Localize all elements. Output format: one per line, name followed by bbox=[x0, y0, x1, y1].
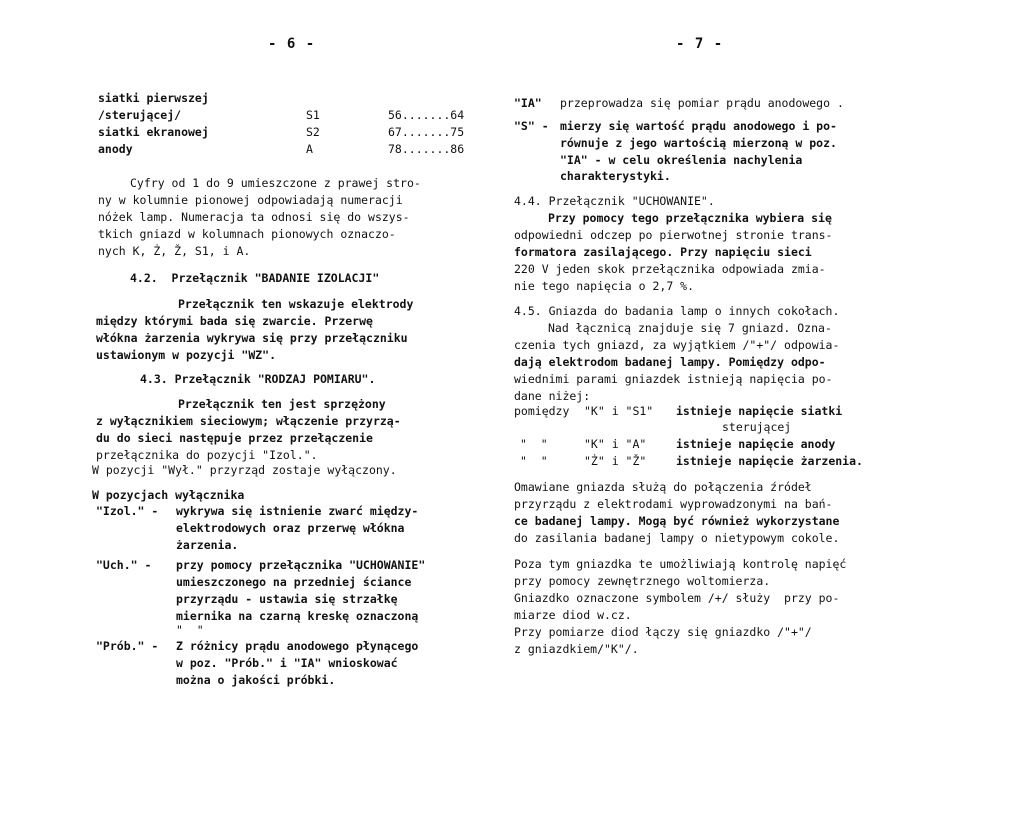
table-row-label: siatki pierwszej bbox=[98, 91, 209, 105]
text-line: Przełącznik ten wskazuje elektrody bbox=[178, 297, 414, 311]
text-line: dają elektrodom badanej lampy. Pomiędzy odpo- bbox=[514, 355, 826, 369]
text-line: wiednimi parami gniazdek istnieją napięcia po- bbox=[514, 372, 833, 386]
section-heading: 4.2. Przełącznik "BADANIE IZOLACJI" bbox=[130, 271, 380, 285]
text-line: Nad łącznicą znajduje się 7 gniazd. Ozna- bbox=[548, 321, 832, 335]
text-line: tkich gniazd w kolumnach pionowych oznaczo- bbox=[98, 227, 396, 241]
text-line: Przełącznik ten jest sprzężony bbox=[178, 397, 386, 411]
text-line: przyrządu z elektrodami wyprowadzonymi na bań- bbox=[514, 497, 833, 511]
section-heading: 4.3. Przełącznik "RODZAJ POMIARU". bbox=[140, 372, 376, 386]
pair-prefix: " " bbox=[520, 454, 548, 468]
text-line: czenia tych gniazd, za wyjątkiem /"+"/ odpowia- bbox=[514, 338, 840, 352]
section-heading: 4.5. Gniazda do badania lamp o innych cokołach. bbox=[514, 304, 840, 318]
position-label: "Prób." - bbox=[96, 639, 159, 653]
text-line: miernika na czarną kreskę oznaczoną bbox=[176, 609, 419, 623]
text-line: włókna żarzenia wykrywa się przy przełączniku bbox=[96, 331, 408, 345]
text-line: odpowiedni odczep po pierwotnej stronie trans- bbox=[514, 228, 833, 242]
text-line: ustawionym w pozycji "WZ". bbox=[96, 348, 277, 362]
table-row-label: anody bbox=[98, 142, 133, 156]
text-line: W pozycji "Wył." przyrząd zostaje wyłączony. bbox=[92, 463, 397, 477]
text-line: istnieje napięcie siatki bbox=[676, 404, 843, 418]
text-line: do zasilania badanej lampy o nietypowym cokole. bbox=[514, 531, 840, 545]
text-line: z gniazdkiem/"K"/. bbox=[514, 642, 639, 656]
text-line: " " bbox=[176, 623, 204, 637]
text-line: Przy pomiarze diod łączy się gniazdko /"+"/ bbox=[514, 625, 812, 639]
text-line: między którymi bada się zwarcie. Przerwę bbox=[96, 314, 373, 328]
pair-prefix: pomiędzy bbox=[514, 404, 570, 418]
text-line: Omawiane gniazda służą do połączenia źródeł bbox=[514, 480, 812, 494]
text-line: istnieje napięcie żarzenia. bbox=[676, 454, 863, 468]
text-line: z wyłącznikiem sieciowym; włączenie przyrzą- bbox=[96, 414, 401, 428]
text-line: elektrodowych oraz przerwę włókna bbox=[176, 521, 405, 535]
table-row-range: 67.......75 bbox=[388, 125, 465, 139]
text-line: nóżek lamp. Numeracja ta odnosi się do wszys- bbox=[98, 210, 410, 224]
pair-prefix: " " bbox=[520, 437, 548, 451]
table-row-range: 56.......64 bbox=[388, 108, 465, 122]
text-line: Poza tym gniazdka te umożliwiają kontrolę napięć bbox=[514, 557, 847, 571]
text-line: przyrządu - ustawia się strzałkę bbox=[176, 592, 398, 606]
text-line: równuje z jego wartością mierzoną w poz. bbox=[560, 136, 837, 150]
text-line: 220 V jeden skok przełącznika odpowiada zmia- bbox=[514, 262, 826, 276]
text-line: ce badanej lampy. Mogą być również wykorzystane bbox=[514, 514, 840, 528]
table-row-label: /sterującej/ bbox=[98, 108, 182, 122]
text-line: można o jakości próbki. bbox=[176, 673, 336, 687]
page-number: - 6 - bbox=[268, 36, 316, 52]
text-line: Gniazdko oznaczone symbolem /+/ służy przy po- bbox=[514, 591, 840, 605]
text-line: żarzenia. bbox=[176, 538, 239, 552]
text-line: Z różnicy prądu anodowego płynącego bbox=[176, 639, 419, 653]
text-line: miarze diod w.cz. bbox=[514, 608, 632, 622]
text-line: mierzy się wartość prądu anodowego i po- bbox=[560, 119, 837, 133]
text-line: przełącznika do pozycji "Izol.". bbox=[96, 448, 318, 462]
text-line: umieszczonego na przedniej ściance bbox=[176, 575, 412, 589]
pair-sockets: "Ż" i "Ž" bbox=[584, 454, 647, 468]
table-row-code: A bbox=[306, 142, 313, 156]
text-line: wykrywa się istnienie zwarć między- bbox=[176, 504, 419, 518]
text-line: nych K, Ż, Ž, S1, i A. bbox=[98, 244, 251, 258]
table-row-label: siatki ekranowej bbox=[98, 125, 209, 139]
page-number: - 7 - bbox=[676, 36, 724, 52]
text-line: sterującej bbox=[722, 420, 792, 434]
text-line: przy pomocy przełącznika "UCHOWANIE" bbox=[176, 558, 426, 572]
table-row-code: S1 bbox=[306, 108, 320, 122]
position-label: "Uch." - bbox=[96, 558, 152, 572]
text-line: nie tego napięcia o 2,7 %. bbox=[514, 279, 695, 293]
text-line: Przy pomocy tego przełącznika wybiera się bbox=[548, 211, 832, 225]
text-line: istnieje napięcie anody bbox=[676, 437, 836, 451]
text-line: przy pomocy zewnętrznego woltomierza. bbox=[514, 574, 771, 588]
pair-sockets: "K" i "A" bbox=[584, 437, 647, 451]
positions-heading: W pozycjach wyłącznika bbox=[92, 488, 245, 502]
position-label: "S" - bbox=[514, 119, 549, 133]
text-line: Cyfry od 1 do 9 umieszczone z prawej stro- bbox=[130, 176, 421, 190]
text-line: du do sieci następuje przez przełączenie bbox=[96, 431, 373, 445]
position-label: "IA" bbox=[514, 96, 542, 110]
text-line: "IA" - w celu określenia nachylenia bbox=[560, 153, 803, 167]
pair-sockets: "K" i "S1" bbox=[584, 404, 654, 418]
section-heading: 4.4. Przełącznik "UCHOWANIE". bbox=[514, 194, 715, 208]
text-line: w poz. "Prób." i "IA" wnioskować bbox=[176, 656, 398, 670]
table-row-range: 78.......86 bbox=[388, 142, 465, 156]
position-label: "Izol." - bbox=[96, 504, 159, 518]
text-line: charakterystyki. bbox=[560, 169, 671, 183]
text-line: dane niżej: bbox=[514, 389, 591, 403]
text-line: ny w kolumnie pionowej odpowiadają numeracji bbox=[98, 193, 403, 207]
text-line: przeprowadza się pomiar prądu anodowego . bbox=[560, 96, 844, 110]
table-row-code: S2 bbox=[306, 125, 320, 139]
text-line: formatora zasilającego. Przy napięciu sieci bbox=[514, 245, 812, 259]
